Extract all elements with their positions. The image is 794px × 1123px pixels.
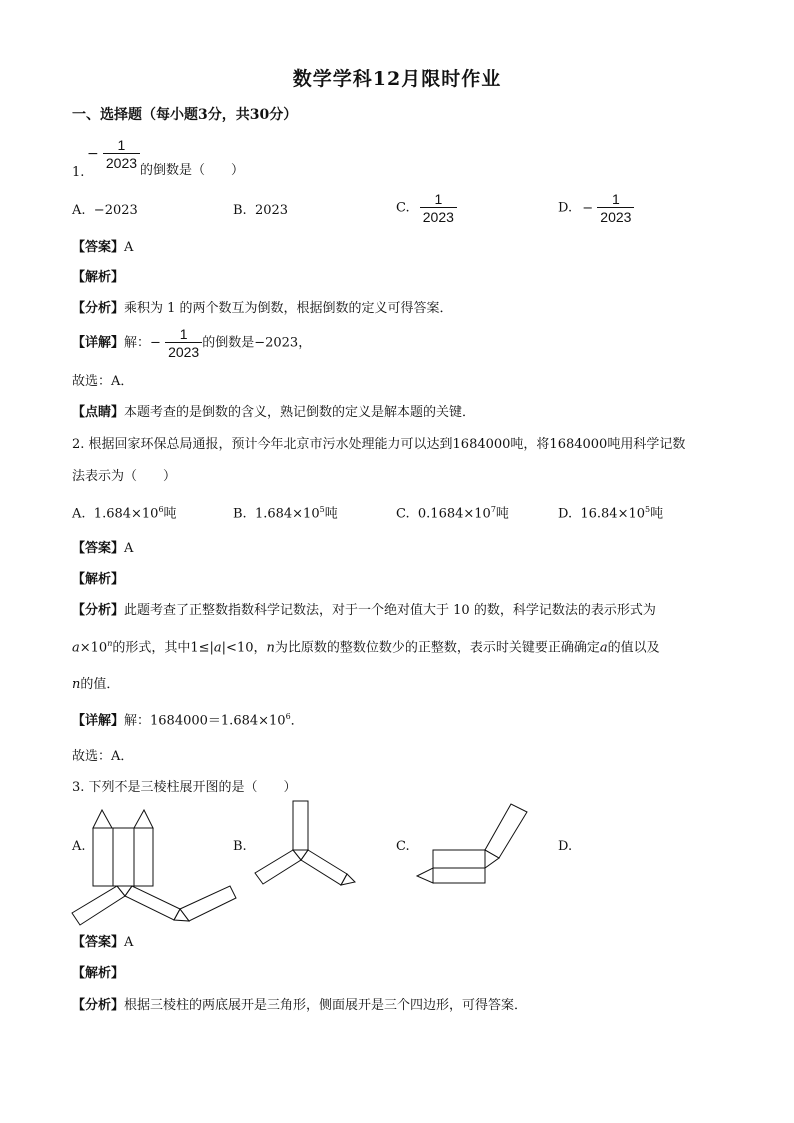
q1-xiangjie-pre: 解：−	[124, 335, 161, 351]
answer-tag: 【答案】	[72, 240, 125, 255]
q2-option-c	[396, 506, 509, 520]
rectangle-shape	[485, 804, 527, 858]
q2-fenxi-text2c: 的形式，其中1≤|	[112, 640, 214, 656]
q2-answer-value: A	[124, 541, 134, 556]
analysis-tag: 【解析】	[72, 966, 125, 981]
q3-figure-a	[90, 806, 160, 888]
q1-stem: 的倒数是（ ）	[140, 163, 245, 178]
q1-option-c-numerator: 1	[434, 191, 443, 207]
rectangle-shape	[72, 886, 125, 925]
q1-option-d-denominator: 2023	[597, 207, 634, 224]
q2-choose: 故选：A．	[72, 749, 134, 764]
rectangle-shape	[180, 886, 236, 921]
q1-option-d-minus: −	[582, 200, 594, 216]
q2-option-d-base: 16.84×10	[580, 506, 646, 522]
q3-fenxi	[72, 999, 527, 1012]
q1-fraction-denominator: 2023	[103, 153, 140, 170]
q2-fenxi-text1: 此题考查了正整数指数科学记数法，对于一个绝对值大于 10 的数，科学记数法的表示形式为	[124, 603, 656, 618]
q1-number: 1.	[72, 165, 85, 180]
q2-fenxi-line3	[72, 678, 119, 691]
q2-option-d-unit: 吨	[650, 506, 664, 522]
q2-option-a-base: 1.684×10	[93, 506, 159, 522]
q2-option-b-label: B.	[233, 506, 247, 522]
q3-figure-d	[70, 883, 270, 929]
answer-tag: 【答案】	[72, 935, 125, 950]
q3-stem: 3. 下列不是三棱柱展开图的是（ ）	[72, 780, 297, 795]
fenxi-tag: 【分析】	[72, 998, 125, 1013]
answer-tag: 【答案】	[72, 541, 125, 556]
q2-option-a-label: A.	[72, 506, 86, 522]
q2-option-b-exp: 5	[319, 505, 325, 514]
q1-fenxi-text: 乘积为 1 的两个数互为倒数，根据倒数的定义可得答案．	[124, 301, 453, 316]
q1-option-b-value: 2023	[254, 203, 289, 218]
page-title: 数学学科12月限时作业	[292, 68, 502, 90]
rectangle-shape	[293, 801, 308, 850]
q1-option-d-numerator: 1	[611, 191, 620, 207]
q2-answer	[72, 542, 133, 555]
q1-option-c	[396, 192, 457, 224]
q1-option-a-value: −2023	[93, 203, 138, 218]
var-a: a	[213, 640, 222, 656]
q1-choose: 故选：A．	[72, 374, 134, 389]
q1-answer-value: A	[124, 240, 134, 255]
q2-xiangjie	[72, 713, 304, 727]
q2-option-c-label: C.	[396, 506, 410, 522]
q1-option-d	[558, 192, 634, 224]
q1-minus-sign: −	[87, 146, 99, 162]
q1-xiangjie-denominator: 2023	[165, 342, 202, 359]
q2-option-c-base: 0.1684×10	[417, 506, 491, 522]
q3-option-c-label: C.	[396, 839, 410, 854]
q2-option-d-label: D.	[558, 506, 573, 522]
q1-xiangjie	[72, 327, 311, 359]
rectangle-shape	[433, 850, 485, 868]
var-a: a	[72, 640, 80, 656]
xiangjie-tag: 【详解】	[72, 335, 125, 351]
q2-option-b-base: 1.684×10	[254, 506, 320, 522]
q2-option-b-unit: 吨	[324, 506, 338, 522]
exp-n: n	[107, 639, 113, 648]
triangle-shape	[93, 810, 112, 828]
rectangle-shape	[255, 850, 301, 884]
q2-xiangjie-exp: 6	[285, 712, 291, 721]
q3-answer	[72, 936, 133, 949]
q1-fraction-numerator: 1	[117, 137, 126, 153]
times-ten: ×10	[79, 640, 108, 656]
q2-fenxi-line1	[72, 604, 656, 617]
q2-fenxi-text2e: |<10，	[221, 640, 267, 656]
q1-fenxi	[72, 302, 453, 315]
q3-answer-value: A	[124, 935, 134, 950]
q2-fenxi-text2i: 的值以及	[607, 640, 660, 656]
q1-option-c-label: C.	[396, 200, 410, 216]
q1-dianjing	[72, 406, 475, 419]
q3-fenxi-text: 根据三棱柱的两底展开是三角形，侧面展开是三个四边形，可得答案．	[124, 998, 528, 1013]
q2-option-a-exp: 6	[158, 505, 164, 514]
fenxi-tag: 【分析】	[72, 301, 125, 316]
q3-figure-c	[415, 801, 530, 885]
rectangle-shape	[134, 828, 153, 886]
triangle-shape	[134, 810, 153, 828]
q1-answer	[72, 241, 133, 254]
rectangle-shape	[113, 828, 134, 886]
xiangjie-tag: 【详解】	[72, 713, 125, 729]
q3-option-a-label: A.	[72, 839, 86, 854]
q1-stem-fraction	[87, 138, 140, 170]
fenxi-tag: 【分析】	[72, 603, 125, 618]
triangle-shape	[485, 850, 499, 868]
section-heading: 一、选择题（每小题3分，共30分）	[72, 107, 298, 123]
q2-fenxi-text3: 的值．	[80, 677, 120, 692]
q2-fenxi-text2g: 为比原数的整数位数少的正整数，表示时关键要正确确定	[274, 640, 600, 656]
q2-option-d-exp: 5	[645, 505, 651, 514]
q1-option-c-denominator: 2023	[420, 207, 457, 224]
var-n: n	[72, 677, 81, 692]
q1-option-c-fraction	[420, 192, 457, 224]
q2-option-c-unit: 吨	[495, 506, 509, 522]
q2-xiangjie-text: 解：1684000＝1.684×10	[124, 713, 286, 729]
dianjing-tag: 【点睛】	[72, 405, 125, 420]
triangle-shape	[117, 886, 132, 896]
q3-figure-b	[253, 801, 363, 887]
q1-xiangjie-fraction	[165, 327, 202, 359]
q1-option-a-label: A.	[72, 203, 86, 218]
q2-option-d	[558, 506, 663, 520]
q1-dianjing-text: 本题考查的是倒数的含义，熟记倒数的定义是解本题的关键．	[124, 405, 476, 420]
var-a: a	[599, 640, 608, 656]
triangle-shape	[293, 850, 308, 860]
q1-fraction	[103, 138, 140, 170]
q1-option-a	[72, 204, 138, 217]
q2-fenxi-line2	[72, 640, 660, 654]
q2-xiangjie-end: ．	[290, 713, 304, 729]
q1-option-b	[233, 204, 288, 217]
q3-option-b-label: B.	[233, 839, 247, 854]
rectangle-shape	[125, 886, 180, 920]
triangle-shape	[417, 868, 433, 883]
triangle-shape	[341, 874, 355, 885]
q1-xiangjie-post: 的倒数是−2023，	[202, 335, 312, 351]
q1-option-d-fraction	[597, 192, 634, 224]
var-n: n	[266, 640, 275, 656]
q1-xiangjie-numerator: 1	[179, 326, 188, 342]
q2-option-c-exp: 7	[490, 505, 496, 514]
q2-stem-line2: 法表示为（ ）	[72, 469, 177, 484]
q1-option-d-label: D.	[558, 200, 573, 216]
analysis-tag: 【解析】	[72, 572, 125, 587]
q2-option-a-unit: 吨	[163, 506, 177, 522]
q1-option-b-label: B.	[233, 203, 247, 218]
analysis-tag: 【解析】	[72, 270, 125, 285]
rectangle-shape	[93, 828, 113, 886]
q3-option-d-label: D.	[558, 839, 573, 854]
rectangle-shape	[301, 850, 347, 885]
rectangle-shape	[433, 868, 485, 883]
q2-option-b	[233, 506, 338, 520]
q2-stem-line1: 2. 根据回家环保总局通报，预计今年北京市污水处理能力可以达到1684000吨，将1684000吨用科学记数	[72, 437, 686, 452]
q2-option-a	[72, 506, 177, 520]
